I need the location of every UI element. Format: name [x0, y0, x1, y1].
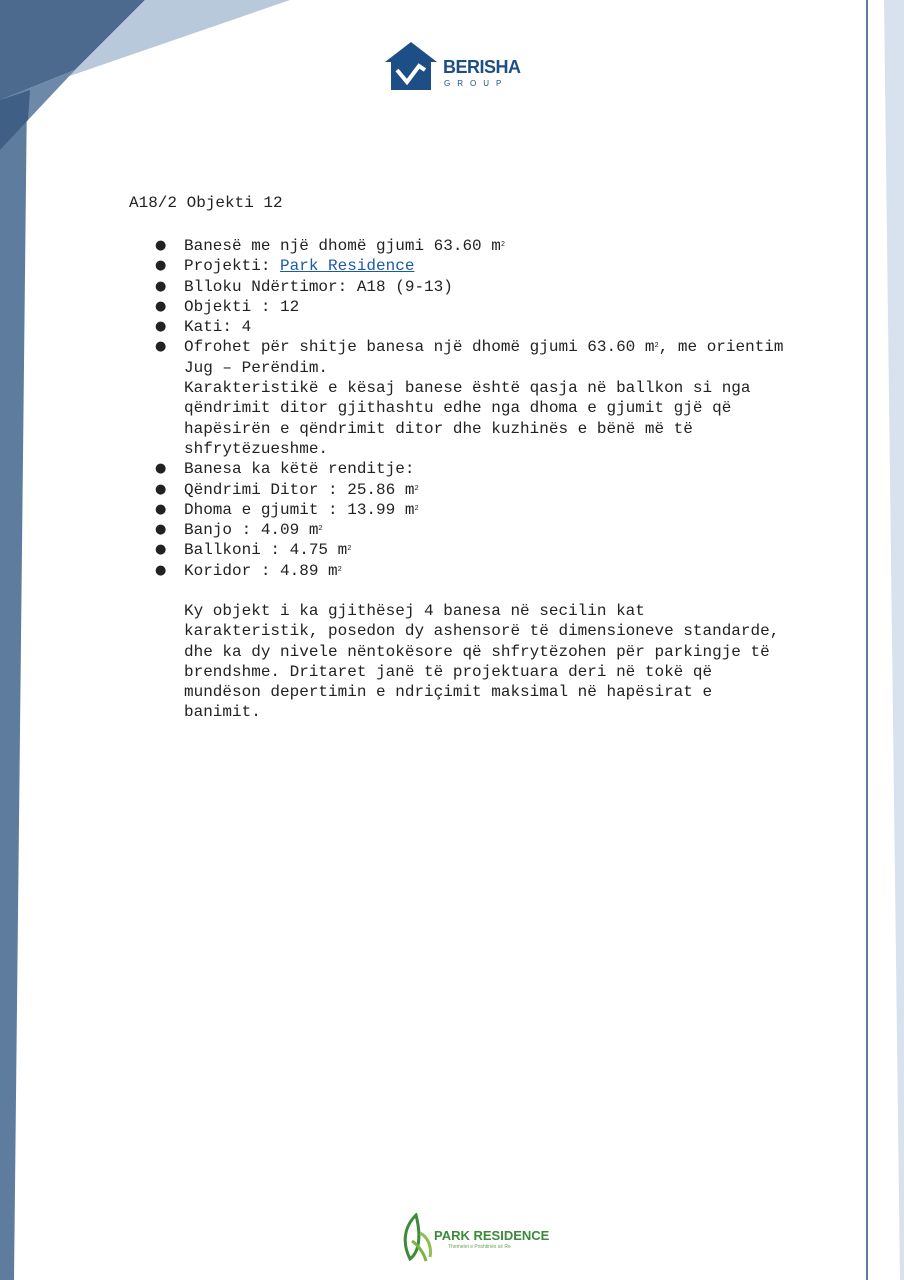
item-text: Ballkoni : 4.75 m	[184, 541, 348, 560]
list-item	[155, 256, 855, 276]
list-item	[155, 459, 855, 479]
list-item	[155, 540, 855, 560]
superscript: 2	[414, 484, 419, 493]
park-residence-logo	[400, 1213, 560, 1265]
bullet-icon: ●	[155, 258, 167, 274]
item-text-continued: , me orientim Jug – Perëndim. Karakteristikë e kësaj banese është qasja në ballkon si nga qëndrimit ditor gjithashtu edhe nga dhoma e gjumit gjë që hapësirën e qëndrimit ditor dhe kuzhinës e bënë më të shfrytëzueshme.	[184, 338, 784, 458]
list-item	[155, 277, 855, 297]
left-band-dark	[0, 0, 28, 1280]
right-edge-band	[884, 0, 904, 1280]
superscript: 2	[414, 504, 419, 513]
item-text: Dhoma e gjumit : 13.99 m	[184, 500, 415, 519]
bullet-icon: ●	[155, 522, 167, 538]
item-text: Kati: 4	[184, 318, 252, 337]
list-item	[155, 337, 855, 459]
item-text: Objekti : 12	[184, 297, 300, 316]
list-item	[155, 480, 855, 500]
bullet-icon: ●	[155, 319, 167, 335]
bullet-icon: ●	[155, 238, 167, 253]
leaf-logo-icon	[400, 1213, 436, 1265]
bullet-icon: ●	[155, 562, 167, 578]
list-item	[155, 500, 855, 520]
item-text: Banesë me një dhomë gjumi 63.60 m	[184, 237, 501, 255]
house-logo-icon	[385, 40, 441, 92]
bullet-icon: ●	[155, 481, 167, 497]
superscript: 2	[347, 545, 352, 554]
right-edge-line	[866, 0, 868, 1280]
superscript: 2	[318, 525, 323, 534]
bullet-icon: ●	[155, 501, 167, 517]
apartment-details-list	[155, 236, 855, 581]
logo-brand-sub: GROUP	[444, 79, 509, 88]
project-link[interactable]: Park Residence	[280, 257, 415, 276]
superscript: 2	[654, 342, 659, 351]
list-item	[155, 236, 855, 256]
logo-project-name: PARK RESIDENCE	[434, 1228, 550, 1243]
list-item	[155, 520, 855, 540]
item-text: Banesa ka këtë renditje:	[184, 460, 415, 479]
item-text: Ofrohet për shitje banesa një dhomë gjumi 63.60 m	[184, 338, 655, 357]
bullet-icon: ●	[155, 298, 167, 314]
bullet-icon: ●	[155, 461, 167, 477]
logo-brand-name: BERISHA	[443, 57, 521, 77]
list-item	[155, 561, 855, 581]
item-text: Banjo : 4.09 m	[184, 521, 319, 540]
item-text: Koridor : 4.89 m	[184, 561, 338, 580]
logo-tagline: Themelet e Prishtinës së Re	[448, 1244, 511, 1250]
item-text: Blloku Ndërtimor: A18 (9-13)	[184, 277, 453, 296]
superscript: 2	[500, 241, 506, 249]
item-text: Qëndrimi Ditor : 25.86 m	[184, 480, 415, 499]
bullet-icon: ●	[155, 278, 167, 294]
item-text: Projekti:	[184, 257, 281, 276]
bullet-icon: ●	[155, 339, 167, 355]
superscript: 2	[337, 565, 342, 574]
bullet-icon: ●	[155, 542, 167, 558]
document-title: A18/2 Objekti 12	[129, 194, 283, 212]
list-item	[155, 297, 855, 317]
berisha-group-logo	[385, 40, 525, 94]
building-description: Ky objekt i ka gjithësej 4 banesa në secilin kat karakteristik, posedon dy ashensorë të dimensioneve standarde, dhe ka dy nivele nëntokësore që shfrytëzohen për parkingje të brendshme. Dritaret janë të projektuara deri në tokë që mundëson depertimin e ndriçimit maksimal në hapësirat e banimit.	[184, 602, 780, 722]
list-item	[155, 317, 855, 337]
